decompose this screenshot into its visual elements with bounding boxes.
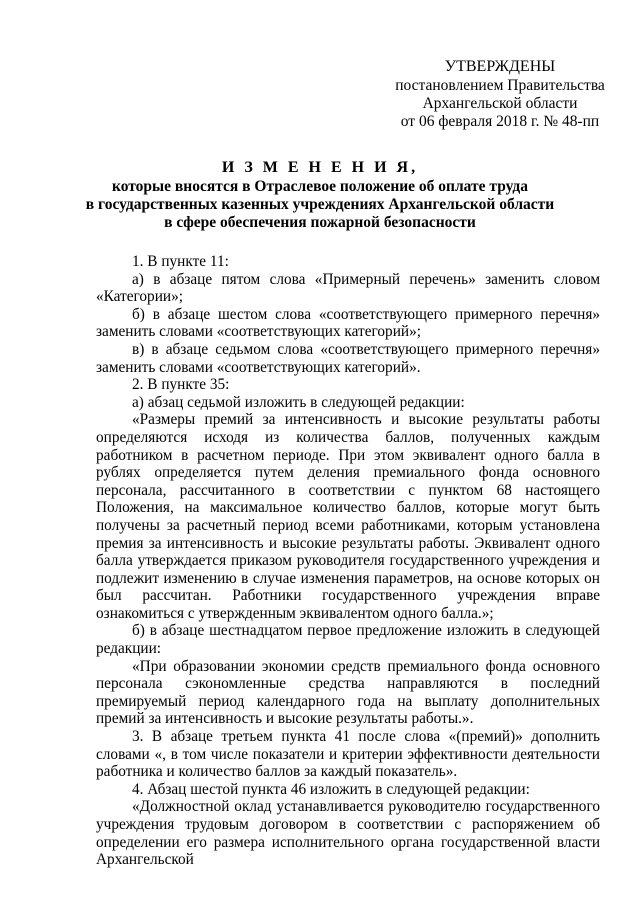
title-line-3: в сфере обеспечения пожарной безопасности — [164, 214, 476, 231]
title-line-2: в государственных казенных учреждениях Архангельской области — [85, 196, 555, 213]
approval-line-2: Архангельской области — [422, 95, 578, 112]
title-line-1: которые вносятся в Отраслевое положение об оплате труда — [112, 178, 528, 195]
paragraph: 4. Абзац шестой пункта 46 изложить в следующей редакции: — [132, 780, 530, 798]
paragraph: «Размеры премий за интенсивность и высокие результаты работы определяются исходя из количества баллов, полученных каждым работником в расчетном периоде. При этом эквивалент одного балла в рублях определяется путем деления премиального фонда основного персонала, рассчитанного в соответствии с пунктом 68 настоящего Положения, на максимальное количество баллов, которые могут быть получены за расчетный период всеми работниками, которым установлена премия за интенсивность и высокие результаты работы. Эквивалент одного балла утверждается приказом руководителя государственного учреждения и подлежит изменению в случае изменения параметров, на основе которых он был рассчитан. Работники государственного учреждения вправе ознакомиться с утвержденным эквивалентом одного балла.»; — [96, 411, 600, 622]
paragraph: б) в абзаце шестом слова «соответствующего примерного перечня» заменить словами «соответствующих категорий»; — [96, 305, 600, 341]
paragraph: 2. В пункте 35: — [132, 376, 230, 394]
document-body — [96, 253, 600, 869]
paragraph: 1. В пункте 11: — [132, 253, 229, 270]
paragraph: б) в абзаце шестнадцатом первое предложение изложить в следующей редакции: — [96, 622, 600, 658]
document-title — [40, 159, 600, 232]
paragraph: «При образовании экономии средств премиального фонда основного персонала сэкономленные средства направляются в последний премируемый период календарного года на выплату дополнительных премий за интенсивность и высокие результаты работы.». — [96, 657, 600, 728]
approval-heading: УТВЕРЖДЕНЫ — [444, 58, 556, 75]
paragraph: 3. В абзаце третьем пункта 41 после слова «(премий)» дополнить словами «, в том числе показатели и критерии эффективности деятельности работника и количество баллов за каждый показатель». — [96, 728, 600, 781]
paragraph: а) в абзаце пятом слова «Примерный перечень» заменить словом «Категории»; — [96, 270, 600, 306]
approval-stamp — [380, 58, 620, 131]
paragraph: «Должностной оклад устанавливается руководителю государственного учреждения трудовым договором в соответствии с распоряжением об определении его размера исполнительного органа государственной власти Архангельской — [96, 798, 600, 869]
approval-line-1: постановлением Правительства — [395, 77, 605, 94]
approval-line-3: от 06 февраля 2018 г. № 48-пп — [400, 113, 600, 130]
paragraph: в) в абзаце седьмом слова «соответствующего примерного перечня» заменить словами «соответствующих категорий». — [96, 340, 600, 376]
paragraph: а) абзац седьмой изложить в следующей редакции: — [132, 393, 465, 411]
title-heading: И З М Е Н Е Н И Я, — [221, 159, 419, 176]
